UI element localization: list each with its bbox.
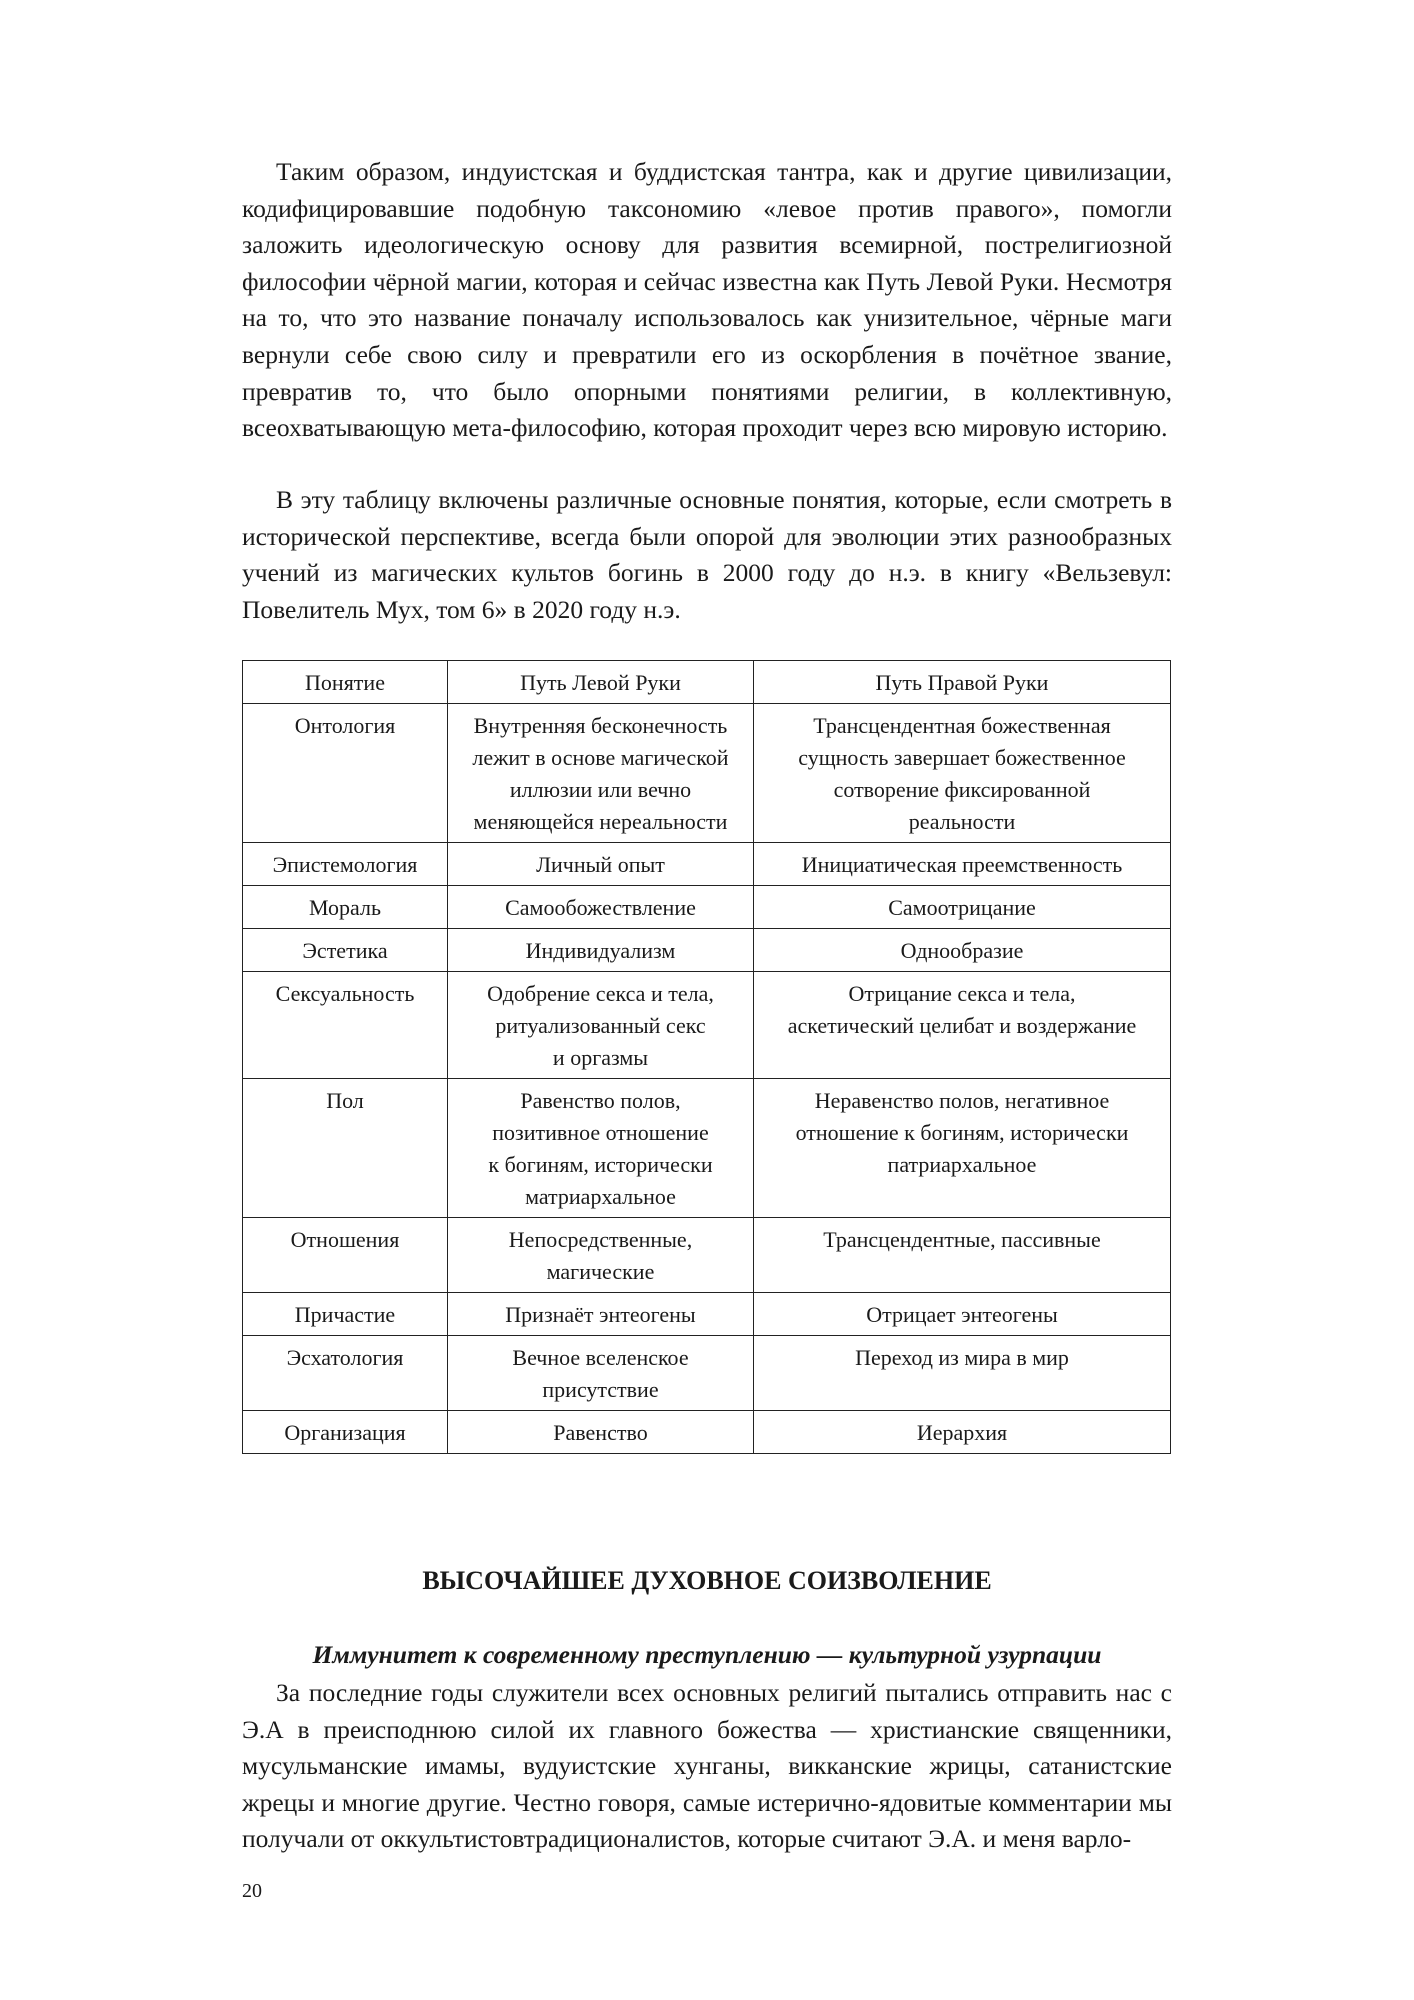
table-row [243,704,1171,843]
cell-concept: Эсхатология [243,1336,448,1411]
section-heading: ВЫСОЧАЙШЕЕ ДУХОВНОЕ СОИЗВОЛЕНИЕ [422,1566,992,1595]
table-row [243,886,1171,929]
cell-left-hand-path: Внутренняя бесконечность лежит в основе магической иллюзии или вечно меняющейся нереальности [448,704,754,843]
cell-concept: Онтология [243,704,448,843]
cell-left-hand-path: Вечное вселенское присутствие [448,1336,754,1411]
cell-right-hand-path: Однообразие [754,929,1171,972]
table-row [243,1218,1171,1293]
cell-left-hand-path: Индивидуализм [448,929,754,972]
header-right-hand-path: Путь Правой Руки [754,661,1171,704]
table-row [243,1411,1171,1454]
paragraph-3 [242,1675,1172,1858]
table-header-row [243,661,1171,704]
cell-right-hand-path: Трансцендентные, пассивные [754,1218,1171,1293]
table-row [243,929,1171,972]
cell-right-hand-path: Трансцендентная божественная сущность завершает божественное сотворение фиксированной реальности [754,704,1171,843]
header-left-hand-path: Путь Левой Руки [448,661,754,704]
cell-right-hand-path: Неравенство полов, негативное отношение к богиням, исторически патриархальное [754,1079,1171,1218]
paragraph-1 [242,154,1172,447]
comparison-table [242,660,1171,1454]
paragraph-2 [242,482,1172,628]
table-row [243,972,1171,1079]
header-concept: Понятие [243,661,448,704]
subheading: Иммунитет к современному преступлению — культурной узурпации [312,1640,1102,1669]
cell-left-hand-path: Признаёт энтеогены [448,1293,754,1336]
cell-concept: Эпистемология [243,843,448,886]
table-row [243,1079,1171,1218]
cell-left-hand-path: Личный опыт [448,843,754,886]
cell-concept: Организация [243,1411,448,1454]
cell-left-hand-path: Непосредственные, магические [448,1218,754,1293]
cell-right-hand-path: Отрицание секса и тела, аскетический целибат и воздержание [754,972,1171,1079]
cell-right-hand-path: Отрицает энтеогены [754,1293,1171,1336]
page-number: 20 [242,1880,262,1902]
cell-concept: Сексуальность [243,972,448,1079]
cell-left-hand-path: Равенство полов, позитивное отношение к богиням, исторически матриархальное [448,1079,754,1218]
cell-right-hand-path: Переход из мира в мир [754,1336,1171,1411]
table-row [243,1336,1171,1411]
cell-concept: Пол [243,1079,448,1218]
paragraph-text: За последние годы служители всех основных религий пытались отправить нас с Э.А в преисподнюю силой их главного божества — христианские священники, мусульманские имамы, вудуистские хунганы, викканские жрицы, сатанистские жрецы и многие другие. Честно говоря, самые истерично-ядовитые комментарии мы получали от оккультистовтрадиционалистов, которые считают Э.А. и меня варло- [242,1678,1172,1854]
cell-concept: Причастие [243,1293,448,1336]
table-row [243,843,1171,886]
cell-right-hand-path: Инициатическая преемственность [754,843,1171,886]
cell-concept: Эстетика [243,929,448,972]
cell-right-hand-path: Иерархия [754,1411,1171,1454]
paragraph-text: В эту таблицу включены различные основные понятия, которые, если смотреть в исторической перспективе, всегда были опорой для эволюции этих разнообразных учений из магических культов богинь в 2000 году до н.э. в книгу «Вельзевул: Повелитель Мух, том 6» в 2020 году н.э. [242,485,1172,624]
cell-right-hand-path: Самоотрицание [754,886,1171,929]
cell-concept: Отношения [243,1218,448,1293]
cell-left-hand-path: Одобрение секса и тела, ритуализованный секс и оргазмы [448,972,754,1079]
table-row [243,1293,1171,1336]
cell-left-hand-path: Равенство [448,1411,754,1454]
cell-concept: Мораль [243,886,448,929]
paragraph-text: Таким образом, индуистская и буддистская тантра, как и другие цивилизации, кодифицировавшие подобную таксономию «левое против правого», помогли заложить идеологическую основу для развития всемирной, пострелигиозной философии чёрной магии, которая и сейчас известна как Путь Левой Руки. Несмотря на то, что это название поначалу использовалось как унизительное, чёрные маги вернули себе свою силу и превратили его из оскорбления в почётное звание, превратив то, что было опорными понятиями религии, в коллективную, всеохватывающую мета-философию, которая проходит через всю мировую историю. [242,157,1172,443]
cell-left-hand-path: Самообожествление [448,886,754,929]
